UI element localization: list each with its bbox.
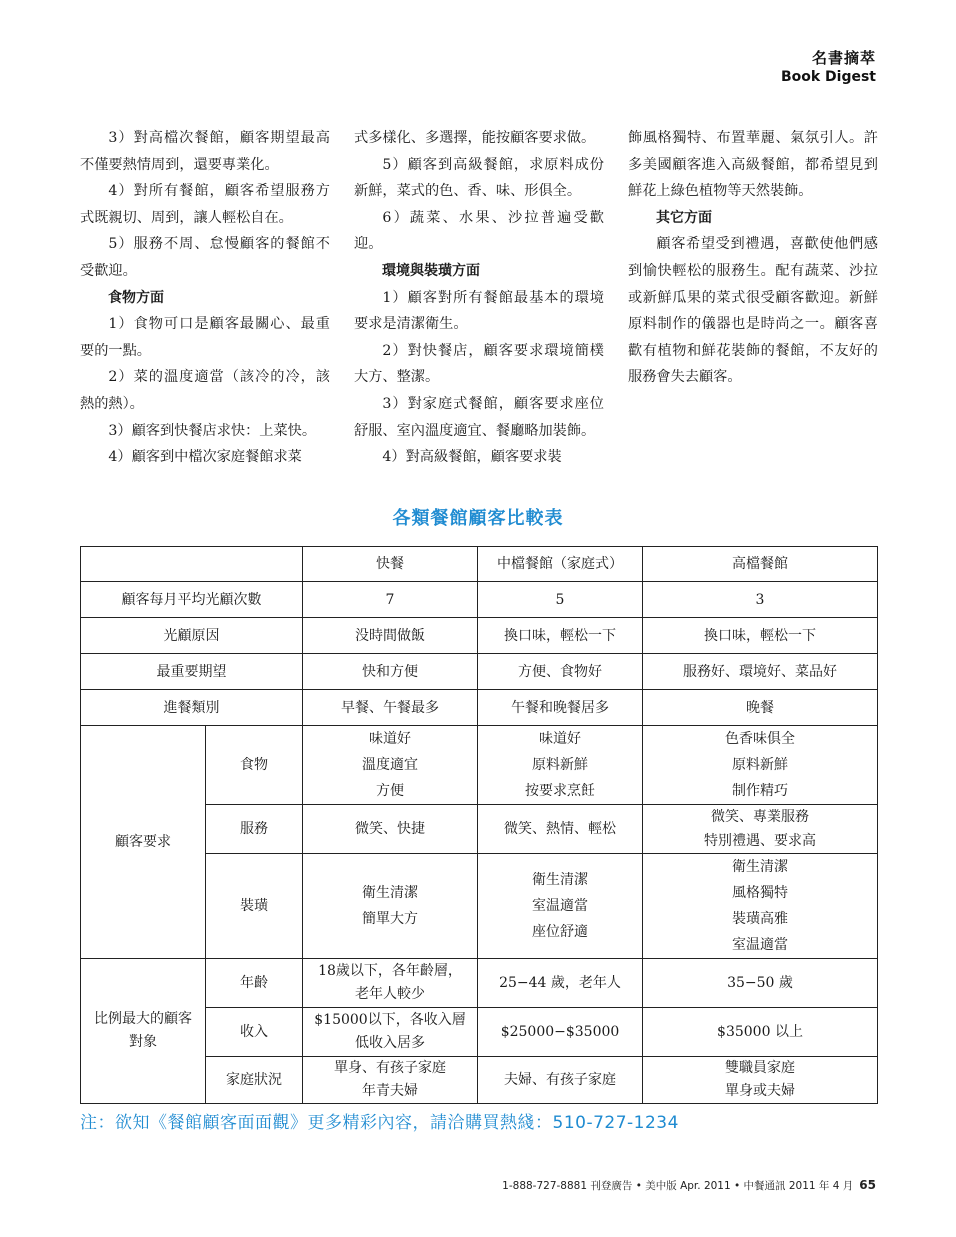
cell-line: 座位舒適 (532, 924, 588, 940)
cell-line: 老年人較少 (355, 986, 425, 1002)
cell-line: 衛生清潔 (732, 859, 788, 875)
sub-label: 食物 (206, 726, 303, 805)
paragraph: 5）顧客到高級餐館，求原料成份新鮮，菜式的色、香、味、形俱全。 (354, 156, 604, 200)
cell-line: 18歲以下，各年齡層， (318, 963, 462, 979)
table-cell (643, 726, 878, 805)
article-column-3 (628, 125, 878, 391)
paragraph: 4）顧客到中檔次家庭餐館求菜 (108, 449, 302, 466)
table-cell (478, 805, 643, 854)
table-cell (303, 1057, 478, 1104)
table-cell: 換口味，輕松一下 (643, 618, 878, 654)
cell-line: 雙職員家庭 (725, 1060, 795, 1076)
table-cell (643, 854, 878, 959)
cell-line: 原料新鮮 (532, 757, 588, 773)
table-title: 各類餐館顧客比較表 (392, 508, 564, 529)
cell-line: 味道好 (539, 731, 581, 747)
sub-label: 家庭狀況 (206, 1057, 303, 1104)
table-cell (303, 854, 478, 959)
page-header (781, 48, 876, 86)
paragraph: 3）對家庭式餐館，顧客要求座位舒服、室內溫度適宜、餐廳略加裝飾。 (354, 395, 604, 439)
sub-label: 收入 (206, 1008, 303, 1057)
cell-line: 室温適當 (532, 898, 588, 914)
cell-line: 低收入居多 (355, 1035, 425, 1051)
paragraph: 3）顧客到快餐店求快：上菜快。 (108, 422, 317, 439)
table-cell (643, 1057, 878, 1104)
cell-line: 對象 (129, 1034, 157, 1050)
table-cell: 換口味，輕松一下 (478, 618, 643, 654)
table-cell: 3 (643, 582, 878, 618)
cell-line: 特別禮遇、要求高 (704, 833, 816, 849)
cell-line: $15000以下，各收入層 (314, 1012, 466, 1028)
table-cell (303, 726, 478, 805)
sub-label: 年齡 (206, 959, 303, 1008)
page-footer (502, 1178, 876, 1193)
section-subheading: 其它方面 (656, 209, 712, 226)
table-cell (478, 959, 643, 1008)
table-cell (478, 854, 643, 959)
cell-line: 裝璜高雅 (732, 911, 788, 927)
cell-line: 風格獨特 (732, 885, 788, 901)
table-row (81, 690, 878, 726)
paragraph: 顧客希望受到禮遇，喜歡使他們感到愉快輕松的服務生。配有蔬菜、沙拉或新鮮瓜果的菜式很受顧客歡迎。新鮮原料制作的儀器也是時尚之一。顧客喜歡有植物和鮮花裝飾的餐館，不友好的服務會失去顧客。 (628, 236, 878, 386)
row-label: 顧客每月平均光顧次數 (81, 582, 303, 618)
paragraph: 1）顧客對所有餐館最基本的環境要求是清潔衛生。 (354, 289, 604, 333)
sub-label: 服務 (206, 805, 303, 854)
comparison-table (80, 546, 878, 1104)
cell-line: 夫婦、有孩子家庭 (504, 1071, 616, 1088)
cell-line: 原料新鮮 (732, 757, 788, 773)
cell-line: 色香味俱全 (725, 731, 795, 747)
table-row (81, 726, 878, 805)
table-row (81, 654, 878, 690)
column-header: 快餐 (303, 547, 478, 582)
table-cell: 5 (478, 582, 643, 618)
table-cell (478, 1057, 643, 1104)
purchase-note: 注：欲知《餐館顧客面面觀》更多精彩內容，請洽購買熱綫：510-727-1234 (80, 1113, 679, 1133)
paragraph: 6）蔬菜、水果、沙拉普遍受歡迎。 (354, 209, 604, 253)
comparison-table-body (81, 547, 878, 1104)
table-cell: 服務好、環境好、菜品好 (643, 654, 878, 690)
table-cell (478, 1008, 643, 1057)
table-cell (303, 959, 478, 1008)
table-cell (303, 805, 478, 854)
row-label: 最重要期望 (81, 654, 303, 690)
paragraph-continued: 飾風格獨特、布置華麗、氣氛引人。許多美國顧客進入高級餐館，都希望見到鮮花上綠色植物等天然裝飾。 (628, 130, 878, 200)
cell-line: 簡單大方 (362, 911, 418, 927)
table-cell: 7 (303, 582, 478, 618)
table-cell (643, 1008, 878, 1057)
cell-line: 按要求烹飪 (525, 783, 595, 799)
cell-line: $25000−$35000 (500, 1023, 620, 1040)
table-cell (478, 726, 643, 805)
group-label (81, 959, 206, 1104)
paragraph: 4）對高級餐館，顧客要求裝 (382, 449, 562, 466)
table-row (81, 582, 878, 618)
cell-line: 溫度適宜 (362, 757, 418, 773)
section-title-en: Book Digest (780, 69, 876, 85)
cell-line: 微笑、專業服務 (711, 809, 809, 825)
section-title-cn: 名書摘萃 (811, 49, 876, 67)
cell-line: 單身或夫婦 (725, 1083, 795, 1099)
cell-line: 年青夫婦 (362, 1083, 418, 1099)
cell-line: 微笑、熱情、輕松 (504, 821, 616, 837)
table-cell: 快和方便 (303, 654, 478, 690)
paragraph: 2）菜的溫度適當（該冷的冷，該熱的熱）。 (80, 369, 330, 412)
section-subheading: 環境與裝璜方面 (382, 262, 480, 279)
table-row (81, 618, 878, 654)
cell-line: 室温適當 (732, 937, 788, 953)
column-header: 高檔餐館 (643, 547, 878, 582)
cell-line: 35−50 歲 (727, 974, 793, 991)
row-label: 進餐類別 (81, 690, 303, 726)
cell-line: 制作精巧 (732, 783, 788, 799)
cell-line: 比例最大的顧客 (94, 1011, 192, 1027)
section-subheading: 食物方面 (108, 289, 164, 306)
sub-label: 裝璜 (206, 854, 303, 959)
cell-line: 單身、有孩子家庭 (334, 1060, 446, 1076)
group-label: 顧客要求 (81, 726, 206, 959)
row-label: 光顧原因 (81, 618, 303, 654)
cell-line: $35000 以上 (717, 1023, 803, 1040)
paragraph: 1）食物可口是顧客最關心、最重要的一點。 (80, 316, 330, 359)
cell-line: 衛生清潔 (362, 885, 418, 901)
article-body (80, 125, 876, 475)
table-cell (303, 1008, 478, 1057)
paragraph: 4）對所有餐館，顧客希望服務方式既親切、周到，讓人輕松自在。 (80, 183, 330, 226)
table-cell: 方便、食物好 (478, 654, 643, 690)
header-corner (81, 547, 303, 582)
cell-line: 衛生清潔 (532, 872, 588, 888)
article-column-2 (354, 125, 604, 471)
table-cell: 没時間做飯 (303, 618, 478, 654)
paragraph: 5）服務不周、怠慢顧客的餐館不受歡迎。 (80, 236, 330, 279)
page-number: 65 (859, 1178, 876, 1192)
table-cell (643, 959, 878, 1008)
table-cell (643, 805, 878, 854)
paragraph: 3）對高檔次餐館，顧客期望最高不僅要熱情周到，還要專業化。 (80, 130, 330, 173)
column-header: 中檔餐館（家庭式） (478, 547, 643, 582)
cell-line: 微笑、快捷 (355, 821, 425, 837)
footer-info: 1-888-727-8881 刊登廣告 • 美中版 Apr. 2011 • 中餐通訊 2011 年 4 月 (502, 1180, 854, 1192)
paragraph-continued: 式多樣化、多選擇，能按顧客要求做。 (354, 130, 596, 146)
cell-line: 方便 (376, 783, 404, 799)
table-header-row (81, 547, 878, 582)
table-cell: 晚餐 (643, 690, 878, 726)
table-cell: 早餐、午餐最多 (303, 690, 478, 726)
table-row (81, 959, 878, 1008)
table-cell: 午餐和晚餐居多 (478, 690, 643, 726)
paragraph: 2）對快餐店，顧客要求環境簡樸大方、整潔。 (354, 342, 604, 386)
cell-line: 味道好 (369, 731, 411, 747)
cell-line: 25−44 歲，老年人 (499, 974, 621, 991)
article-column-1 (80, 125, 330, 471)
